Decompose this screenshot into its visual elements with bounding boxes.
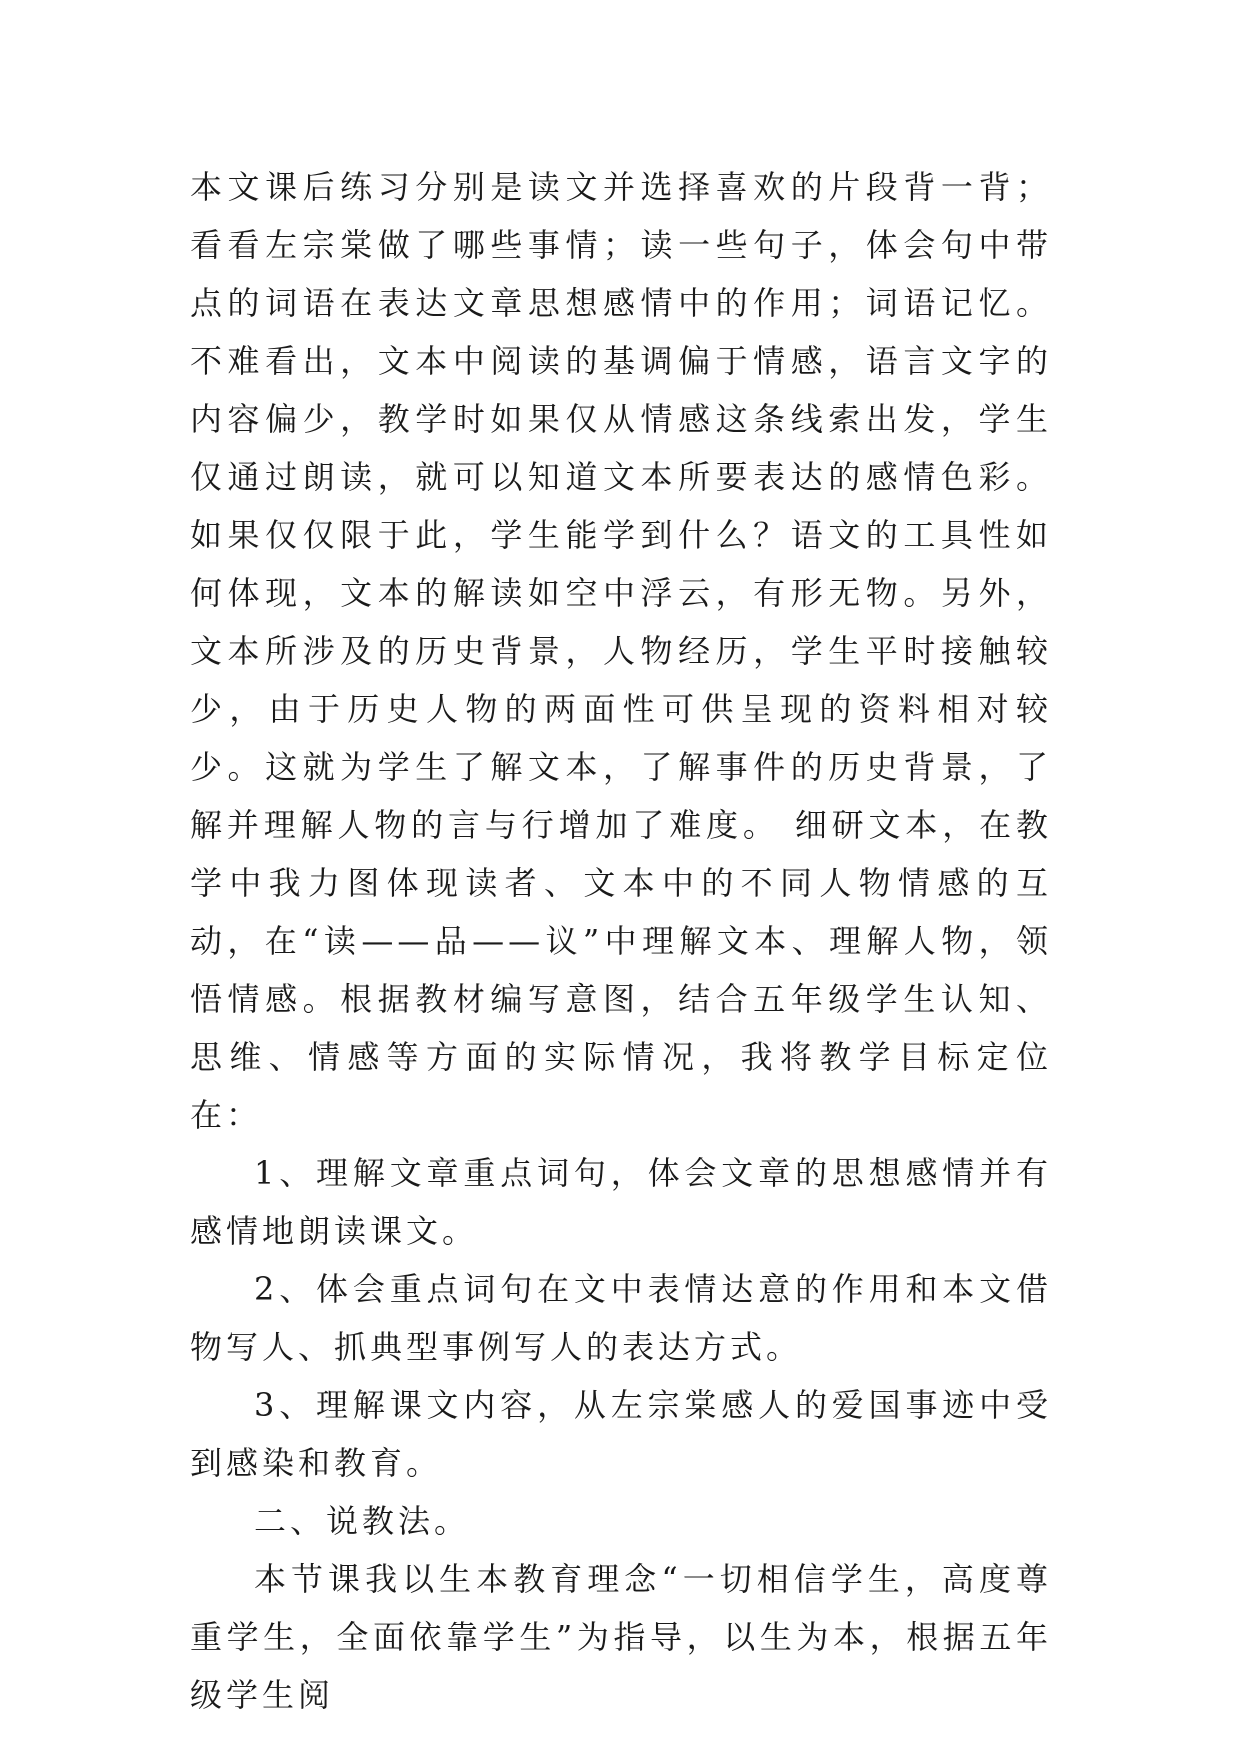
goal-item-3: 3、理解课文内容，从左宗棠感人的爱国事迹中受到感染和教育。: [190, 1386, 1052, 1482]
goal-item-1: 1、理解文章重点词句，体会文章的思想感情并有感情地朗读课文。: [190, 1154, 1052, 1250]
goal-item-2: 2、体会重点词句在文中表情达意的作用和本文借物写人、抓典型事例写人的表达方式。: [190, 1270, 1052, 1366]
document-page: [190, 158, 1052, 1724]
section-heading-teaching-method: 二、说教法。: [254, 1502, 471, 1540]
paragraph-exercise-analysis: 本文课后练习分别是读文并选择喜欢的片段背一背；看看左宗棠做了哪些事情；读一些句子，体会句中带点的词语在表达文章思想感情中的作用；词语记忆。不难看出，文本中阅读的基调偏于情感，语言文字的内容偏少，教学时如果仅从情感这条线索出发，学生仅通过朗读，就可以知道文本所要表达的感情色彩。如果仅仅限于此，学生能学到什么？语文的工具性如何体现，文本的解读如空中浮云，有形无物。另外，文本所涉及的历史背景，人物经历，学生平时接触较少，由于历史人物的两面性可供呈现的资料相对较少。这就为学生了解文本，了解事件的历史背景，了解并理解人物的言与行增加了难度。 细研文本，在教学中我力图体现读者、文本中的不同人物情感的互动，在“读——品——议”中理解文本、理解人物，领悟情感。根据教材编写意图，结合五年级学生认知、思维、情感等方面的实际情况，我将教学目标定位在：: [190, 168, 1052, 1134]
paragraph-teaching-method: 本节课我以生本教育理念“一切相信学生，高度尊重学生，全面依靠学生”为指导，以生为本，根据五年级学生阅: [190, 1560, 1052, 1714]
